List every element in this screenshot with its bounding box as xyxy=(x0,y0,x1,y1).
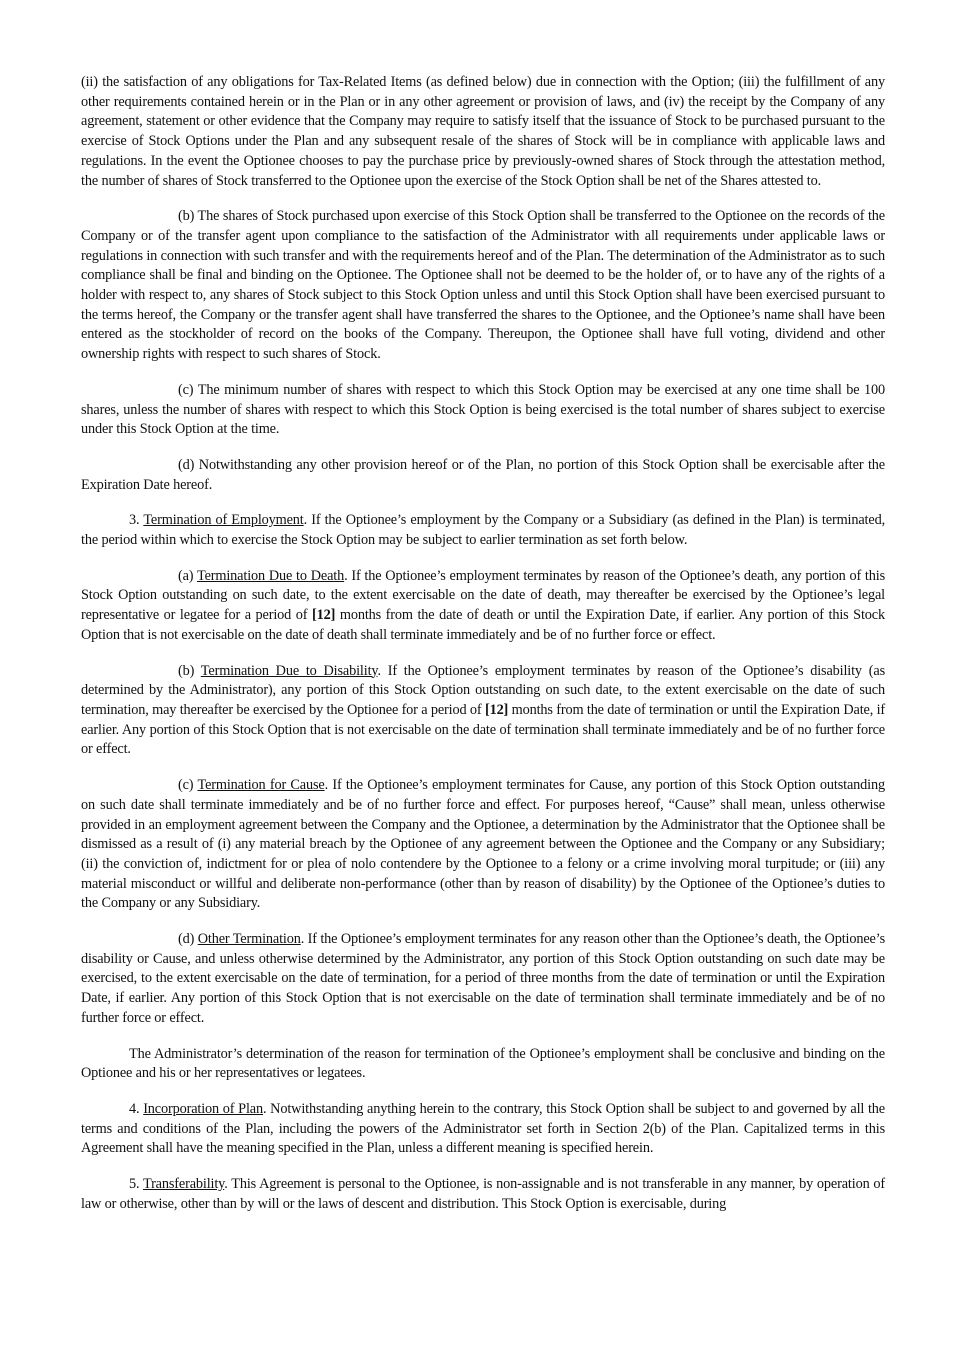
section-3-termination-of-employment xyxy=(81,511,885,550)
section-number: (c) xyxy=(178,777,198,794)
paragraph-2c-minimum-shares: (c) The minimum number of shares with respect to which this Stock Option may be exercised at any one time shall be 100 shares, unless the number of shares with respect to which this Stock Option is being exercised is the total number of shares subject to exercise under this Stock Option at the time. xyxy=(81,381,885,438)
period-months-bracket: [12] xyxy=(484,701,509,718)
section-body: . If the Optionee’s employment terminates for any reason other than the Optionee’s death, the Optionee’s disability or Cause, and unless otherwise determined by the Administrator, any portion of this Stock Option outstanding on such date may be exercised, to the extent exercisable on the date of termination, for a period of three months from the date of termination or until the Expiration Date, if earlier. Any portion of this Stock Option that is not exercisable on the date of termination shall terminate immediately and be of no further force or effect. xyxy=(81,931,885,1026)
section-number: 4. xyxy=(129,1100,144,1117)
section-body-continued: months from the date of death or until the Expiration Date, if earlier. Any portion of this Stock Option that is not exercisable on the date of death shall terminate immediately and be of no further force or effect. xyxy=(81,607,885,643)
section-3b-disability xyxy=(81,662,885,761)
section-body: . If the Optionee’s employment terminates for Cause, any portion of this Stock Option outstanding on such date shall terminate immediately and be of no further force and effect. For purposes hereof, “Cause” shall mean, unless otherwise provided in an employment agreement between the Company and the Optionee, a determination by the Administrator that the Optionee shall be dismissed as a result of (i) any material breach by the Optionee of any agreement between the Optionee and the Company or any Subsidiary; (ii) the conviction of, indictment for or plea of nolo contendere by the Optionee to a felony or a crime involving moral turpitude; or (iii) any material misconduct or willful and deliberate non-performance (other than by reason of disability) by the Optionee of the Optionee’s duties to the Company or any Subsidiary. xyxy=(81,777,885,912)
paragraph-2d-expiration: (d) Notwithstanding any other provision hereof or of the Plan, no portion of this Stock Option shall be exercisable after the Expiration Date hereof. xyxy=(81,456,885,493)
section-body: . If the Optionee’s employment by the Company or a Subsidiary (as defined in the Plan) is terminated, the period within which to exercise the Stock Option may be subject to earlier termination as set forth below. xyxy=(81,512,885,549)
paragraph-administrator-determination: The Administrator’s determination of the reason for termination of the Optionee’s employment shall be conclusive and binding on the Optionee and his or her representatives or legatees. xyxy=(81,1045,885,1082)
section-number: 5. xyxy=(129,1176,143,1193)
section-body: . If the Optionee’s employment terminates by reason of the Optionee’s disability (as determined by the Administrator), any portion of this Stock Option outstanding on such date, to the extent exercisable on the date of such termination, may thereafter be exercised by the Optionee for a period of xyxy=(81,662,885,718)
section-heading: Other Termination xyxy=(197,931,301,948)
section-number: (d) xyxy=(178,931,198,948)
paragraph-2b-share-transfer: (b) The shares of Stock purchased upon exercise of this Stock Option shall be transferred to the Optionee on the records of the Company or of the transfer agent upon compliance to the satisfaction of the Administrator with all requirements under applicable laws or regulations in connection with such transfer and with the requirements hereof and of the Plan. The determination of the Administrator as to such compliance shall be final and binding on the Optionee. The Optionee shall not be deemed to be the holder of, or to have any of the rights of a holder with respect to, any shares of Stock subject to this Stock Option unless and until this Stock Option shall have been exercised pursuant to the terms hereof, the Company or the transfer agent shall have transferred the shares to the Optionee, and the Optionee’s name shall have been entered as the stockholder of record on the books of the Company. Thereupon, the Optionee shall have full voting, dividend and other ownership rights with respect to such shares of Stock. xyxy=(81,208,885,363)
section-heading: Termination Due to Death xyxy=(197,567,345,584)
paragraph-exercise-conditions: (ii) the satisfaction of any obligations for Tax-Related Items (as defined below) due in connection with the Option; (iii) the fulfillment of any other requirements contained herein or in the Plan or in any other agreement or provision of laws, and (iv) the receipt by the Company of any agreement, statement or other evidence that the Company may require to satisfy itself that the issuance of Stock to be purchased pursuant to the exercise of Stock Options under the Plan and any subsequent resale of the shares of Stock will be in compliance with applicable laws and regulations. In the event the Optionee chooses to pay the purchase price by previously-owned shares of Stock through the attestation method, the number of shares of Stock transferred to the Optionee upon the exercise of the Stock Option shall be net of the Shares attested to. xyxy=(81,74,885,189)
section-body-continued: months from the date of termination or until the Expiration Date, if earlier. Any portion of this Stock Option that is not exercisable on the date of termination shall terminate immediately and be of no further force or effect. xyxy=(81,701,886,758)
section-number: (b) xyxy=(178,662,201,679)
section-3d-other-termination xyxy=(81,930,885,1029)
section-number: 3. xyxy=(129,512,144,529)
section-body: . If the Optionee’s employment terminates by reason of the Optionee’s death, any portion of this Stock Option outstanding on such date, to the extent exercisable on the date of death, may thereafter be exercised by the Optionee’s legal representative or legatee for a period of xyxy=(81,567,885,624)
section-body: . Notwithstanding anything herein to the contrary, this Stock Option shall be subject to and governed by all the terms and conditions of the Plan, including the powers of the Administrator set forth in Section 2(b) of the Plan. Capitalized terms in this Agreement shall have the meaning specified in the Plan, unless a different meaning is specified herein. xyxy=(81,1100,885,1157)
section-3a-death xyxy=(81,567,885,646)
section-heading: Transferability xyxy=(142,1176,225,1193)
section-number: (a) xyxy=(178,567,197,584)
section-heading: Termination for Cause xyxy=(197,777,325,794)
section-5-transferability xyxy=(81,1175,885,1214)
section-heading: Termination of Employment xyxy=(143,512,304,529)
section-4-incorporation-of-plan xyxy=(81,1100,885,1159)
section-3c-cause xyxy=(81,776,885,914)
period-months-bracket: [12] xyxy=(312,607,336,624)
section-body: . This Agreement is personal to the Optionee, is non-assignable and is not transferable in any manner, by operation of law or otherwise, other than by will or the laws of descent and distribution. This Stock Option is exercisable, during xyxy=(81,1176,885,1212)
section-heading: Incorporation of Plan xyxy=(143,1100,263,1117)
section-heading: Termination Due to Disability xyxy=(200,662,378,679)
